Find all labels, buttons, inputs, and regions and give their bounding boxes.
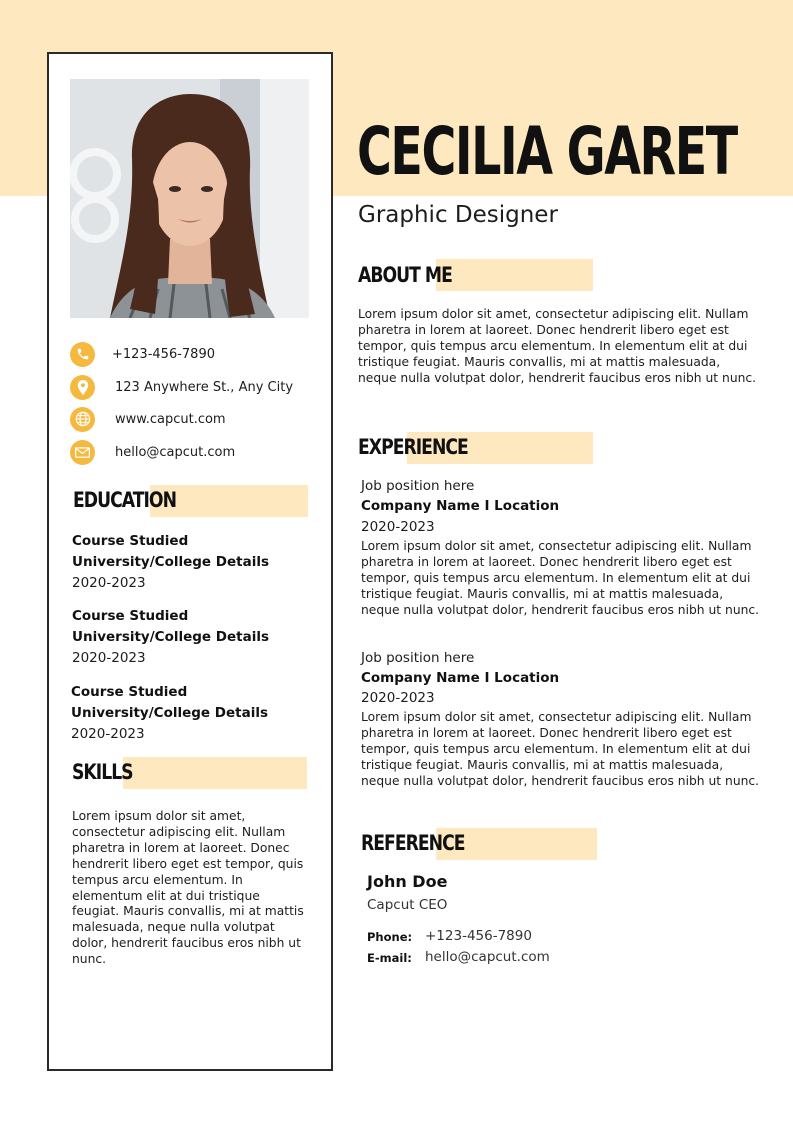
experience-title: EXPERIENCE (358, 435, 468, 459)
reference-title: REFERENCE (361, 831, 465, 855)
education-school: University/College Details (72, 629, 269, 645)
skills-title-bar (123, 757, 307, 789)
job-position: Job position here (361, 650, 475, 666)
skills-text: Lorem ipsum dolor sit amet, consectetur adipiscing elit. Nullam pharetra in lorem at laoreet. Donec hendrerit libero eget est tempor, quis tempus arcu elementum. In elementum elit at dui tristique feugiat. Mauris convallis, mi at mattis malesuada, neque nulla volutpat dolor, hendrerit faucibus eros nibh ut nunc. (72, 809, 304, 967)
about-text: Lorem ipsum dolor sit amet, consectetur adipiscing elit. Nullam pharetra in lorem at laoreet. Donec hendrerit libero eget est tempor, quis tempus arcu elementum. In elementum elit at dui tristique feugiat. Mauris convallis, mi at mattis malesuada, neque nulla volutpat dolor, hendrerit faucibus eros nibh ut nunc. (358, 307, 757, 385)
job-company: Company Name I Location (361, 498, 560, 514)
candidate-role: Graphic Designer (358, 202, 558, 228)
profile-photo (70, 79, 309, 318)
reference-phone-label: Phone: (367, 930, 413, 944)
job-position: Job position here (361, 478, 475, 494)
job-company: Company Name I Location (361, 670, 560, 686)
reference-phone: +123-456-7890 (425, 928, 532, 944)
education-years: 2020-2023 (71, 726, 145, 742)
education-course: Course Studied (72, 533, 189, 549)
skills-title: SKILLS (72, 760, 133, 784)
about-title: ABOUT ME (358, 263, 452, 287)
location-pin-icon (70, 375, 95, 400)
education-item (71, 682, 321, 744)
contact-address-text: 123 Anywhere St., Any City (115, 379, 294, 395)
contact-phone (70, 341, 215, 367)
reference-email-label: E-mail: (367, 951, 412, 965)
contact-email-text[interactable]: hello@capcut.com (115, 444, 236, 460)
contact-address (70, 374, 293, 400)
contact-website (70, 406, 226, 432)
globe-icon (70, 407, 95, 432)
job-description: Lorem ipsum dolor sit amet, consectetur adipiscing elit. Nullam pharetra in lorem at laoreet. Donec hendrerit libero eget est tempor, quis tempus arcu elementum. In elementum elit at dui tristique feugiat. Mauris convallis, mi at mattis malesuada, neque nulla volutpat dolor, hendrerit faucibus eros nibh ut nunc. (361, 710, 760, 788)
job-years: 2020-2023 (361, 519, 435, 535)
contact-email (70, 439, 235, 465)
education-course: Course Studied (71, 684, 188, 700)
education-school: University/College Details (72, 554, 269, 570)
reference-name: John Doe (367, 872, 448, 891)
about-title-bar (436, 259, 593, 291)
education-years: 2020-2023 (72, 575, 146, 591)
education-item (72, 606, 322, 668)
reference-job-title: Capcut CEO (367, 897, 448, 913)
reference-email[interactable]: hello@capcut.com (425, 949, 550, 965)
education-title: EDUCATION (73, 488, 177, 512)
job-years: 2020-2023 (361, 690, 435, 706)
candidate-name: CECILIA GARET (357, 113, 737, 190)
contact-website-text[interactable]: www.capcut.com (115, 411, 226, 427)
contact-phone-text: +123-456-7890 (112, 346, 215, 362)
education-school: University/College Details (71, 705, 268, 721)
education-course: Course Studied (72, 608, 189, 624)
job-description: Lorem ipsum dolor sit amet, consectetur adipiscing elit. Nullam pharetra in lorem at laoreet. Donec hendrerit libero eget est tempor, quis tempus arcu elementum. In elementum elit at dui tristique feugiat. Mauris convallis, mi at mattis malesuada, neque nulla volutpat dolor, hendrerit faucibus eros nibh ut nunc. (361, 539, 760, 617)
education-item (72, 531, 322, 593)
phone-icon (70, 342, 95, 367)
mail-icon (70, 440, 95, 465)
education-years: 2020-2023 (72, 650, 146, 666)
